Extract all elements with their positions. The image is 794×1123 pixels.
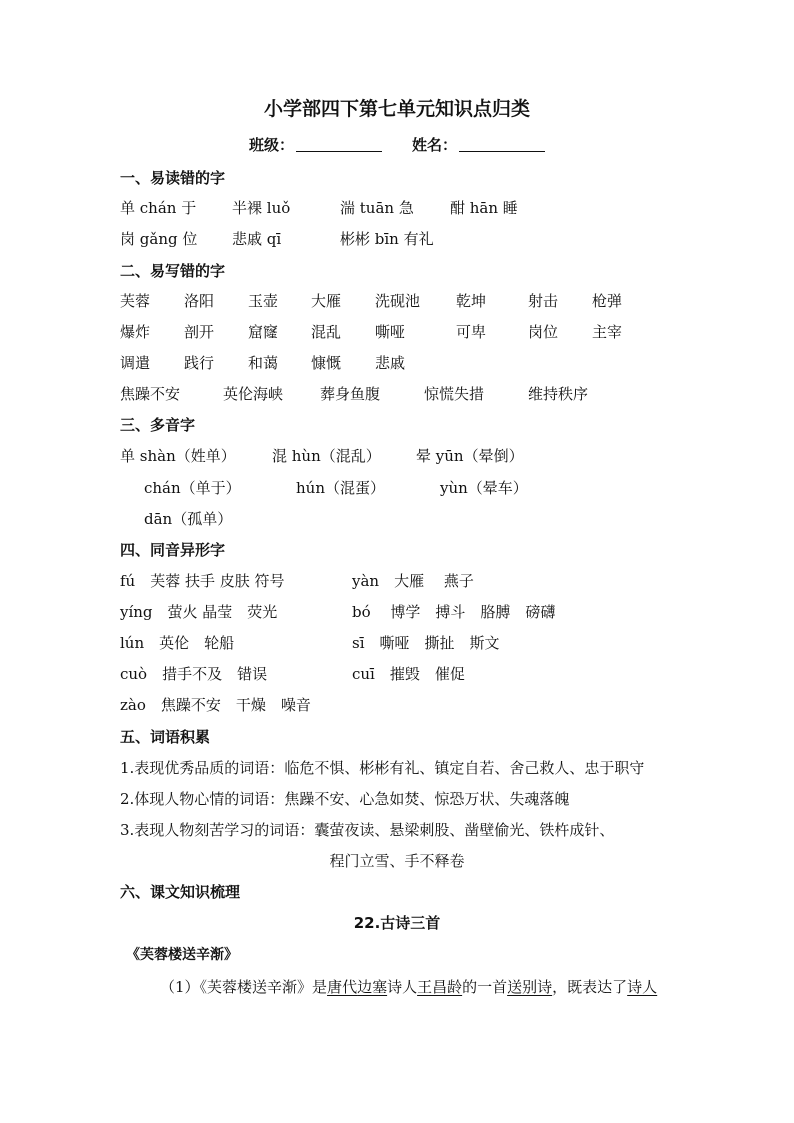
para-text: 的一首 — [462, 978, 508, 996]
homophone-group: cuò 措手不及 错误 — [120, 665, 268, 683]
section-6-heading: 六、课文知识梳理 — [120, 883, 241, 901]
underlined-text: 诗人 — [627, 978, 658, 996]
poem-title: 《芙蓉楼送辛渐》 — [126, 947, 238, 963]
name-blank[interactable] — [459, 151, 545, 152]
para-text: 是 — [312, 978, 328, 996]
underlined-text: 王昌龄 — [417, 978, 463, 996]
section-3-heading: 三、多音字 — [120, 416, 196, 434]
word-item: 慷慨 — [311, 354, 342, 372]
polyphone-item: yùn（晕车） — [440, 479, 528, 497]
word-item: 悲戚 qī — [232, 230, 282, 248]
name-label: 姓名： — [412, 136, 458, 154]
page-title: 小学部四下第七单元知识点归类 — [263, 98, 530, 120]
word-item: 乾坤 — [456, 292, 487, 310]
word-item: 维持秩序 — [528, 385, 589, 403]
section-4-heading: 四、同音异形字 — [120, 541, 226, 559]
polyphone-item: chán（单于） — [144, 479, 241, 497]
word-item: 和蔼 — [248, 354, 279, 372]
lesson-title: 22.古诗三首 — [353, 914, 441, 932]
homophone-group: yíng 萤火 晶莹 荧光 — [120, 603, 278, 621]
word-item: 射击 — [528, 292, 559, 310]
word-item: 主宰 — [592, 323, 623, 341]
word-item: 湍 tuān 急 — [340, 199, 414, 217]
word-item: 枪弹 — [592, 292, 623, 310]
word-item: 单 chán 于 — [120, 199, 197, 217]
word-item: 岗 gǎng 位 — [120, 230, 198, 248]
section-1-heading: 一、易读错的字 — [120, 169, 226, 187]
s5-line-4: 程门立雪、手不释卷 — [329, 852, 465, 870]
word-item: 可卑 — [456, 323, 487, 341]
word-item: 玉壶 — [248, 292, 279, 310]
s5-line-2: 2.体现人物心情的词语：焦躁不安、心急如焚、惊恐万状、失魂落魄 — [120, 790, 570, 808]
lesson-paragraph — [160, 976, 657, 997]
word-item: 英伦海峡 — [223, 385, 284, 403]
student-info-line — [0, 134, 794, 155]
word-item: 嘶哑 — [375, 323, 406, 341]
homophone-group: fú 芙蓉 扶手 皮肤 符号 — [120, 572, 285, 590]
homophone-group: lún 英伦 轮船 — [120, 634, 235, 652]
class-blank[interactable] — [296, 151, 382, 152]
word-item: 剖开 — [184, 323, 215, 341]
para-text: （1）《芙蓉楼送辛渐》 — [160, 978, 313, 996]
word-item: 芙蓉 — [120, 292, 151, 310]
section-2-heading: 二、易写错的字 — [120, 262, 226, 280]
polyphone-item: dān（孤单） — [144, 510, 233, 528]
word-item: 彬彬 bīn 有礼 — [340, 230, 434, 248]
word-item: 半裸 luǒ — [232, 199, 291, 217]
section-5-heading: 五、词语积累 — [120, 728, 211, 746]
polyphone-item: 单 shàn（姓单） — [120, 447, 236, 465]
underlined-text: 唐代 — [327, 978, 358, 996]
homophone-group: yàn 大雁 燕子 — [352, 572, 474, 590]
word-item: 悲戚 — [375, 354, 406, 372]
word-item: 葬身鱼腹 — [320, 385, 381, 403]
word-item: 爆炸 — [120, 323, 151, 341]
underlined-text: 送别诗 — [507, 978, 553, 996]
s5-line-3: 3.表现人物刻苦学习的词语：囊萤夜读、悬梁刺股、凿壁偷光、铁杵成针、 — [120, 821, 615, 839]
s5-line-1: 1.表现优秀品质的词语：临危不惧、彬彬有礼、镇定自若、舍己救人、忠于职守 — [120, 759, 645, 777]
para-text: 诗人 — [387, 978, 418, 996]
polyphone-item: hún（混蛋） — [296, 479, 385, 497]
homophone-group: bó 博学 搏斗 胳膊 磅礴 — [352, 603, 556, 621]
word-item: 混乱 — [311, 323, 342, 341]
word-item: 焦躁不安 — [120, 385, 181, 403]
polyphone-item: 混 hùn（混乱） — [272, 447, 381, 465]
word-item: 大雁 — [311, 292, 342, 310]
homophone-group: zào 焦躁不安 干燥 噪音 — [120, 696, 311, 714]
word-item: 洛阳 — [184, 292, 215, 310]
word-item: 窟窿 — [248, 323, 279, 341]
word-item: 洗砚池 — [375, 292, 421, 310]
underlined-text: 边塞 — [357, 978, 388, 996]
homophone-group: sī 嘶哑 撕扯 斯文 — [352, 634, 500, 652]
class-label: 班级： — [248, 136, 294, 154]
word-item: 惊慌失措 — [424, 385, 485, 403]
word-item: 调遣 — [120, 354, 151, 372]
homophone-group: cuī 摧毁 催促 — [352, 665, 465, 683]
word-item: 践行 — [184, 354, 215, 372]
para-text: ，既表达了 — [552, 978, 628, 996]
word-item: 酣 hān 睡 — [450, 199, 518, 217]
polyphone-item: 晕 yūn（晕倒） — [416, 447, 524, 465]
word-item: 岗位 — [528, 323, 559, 341]
